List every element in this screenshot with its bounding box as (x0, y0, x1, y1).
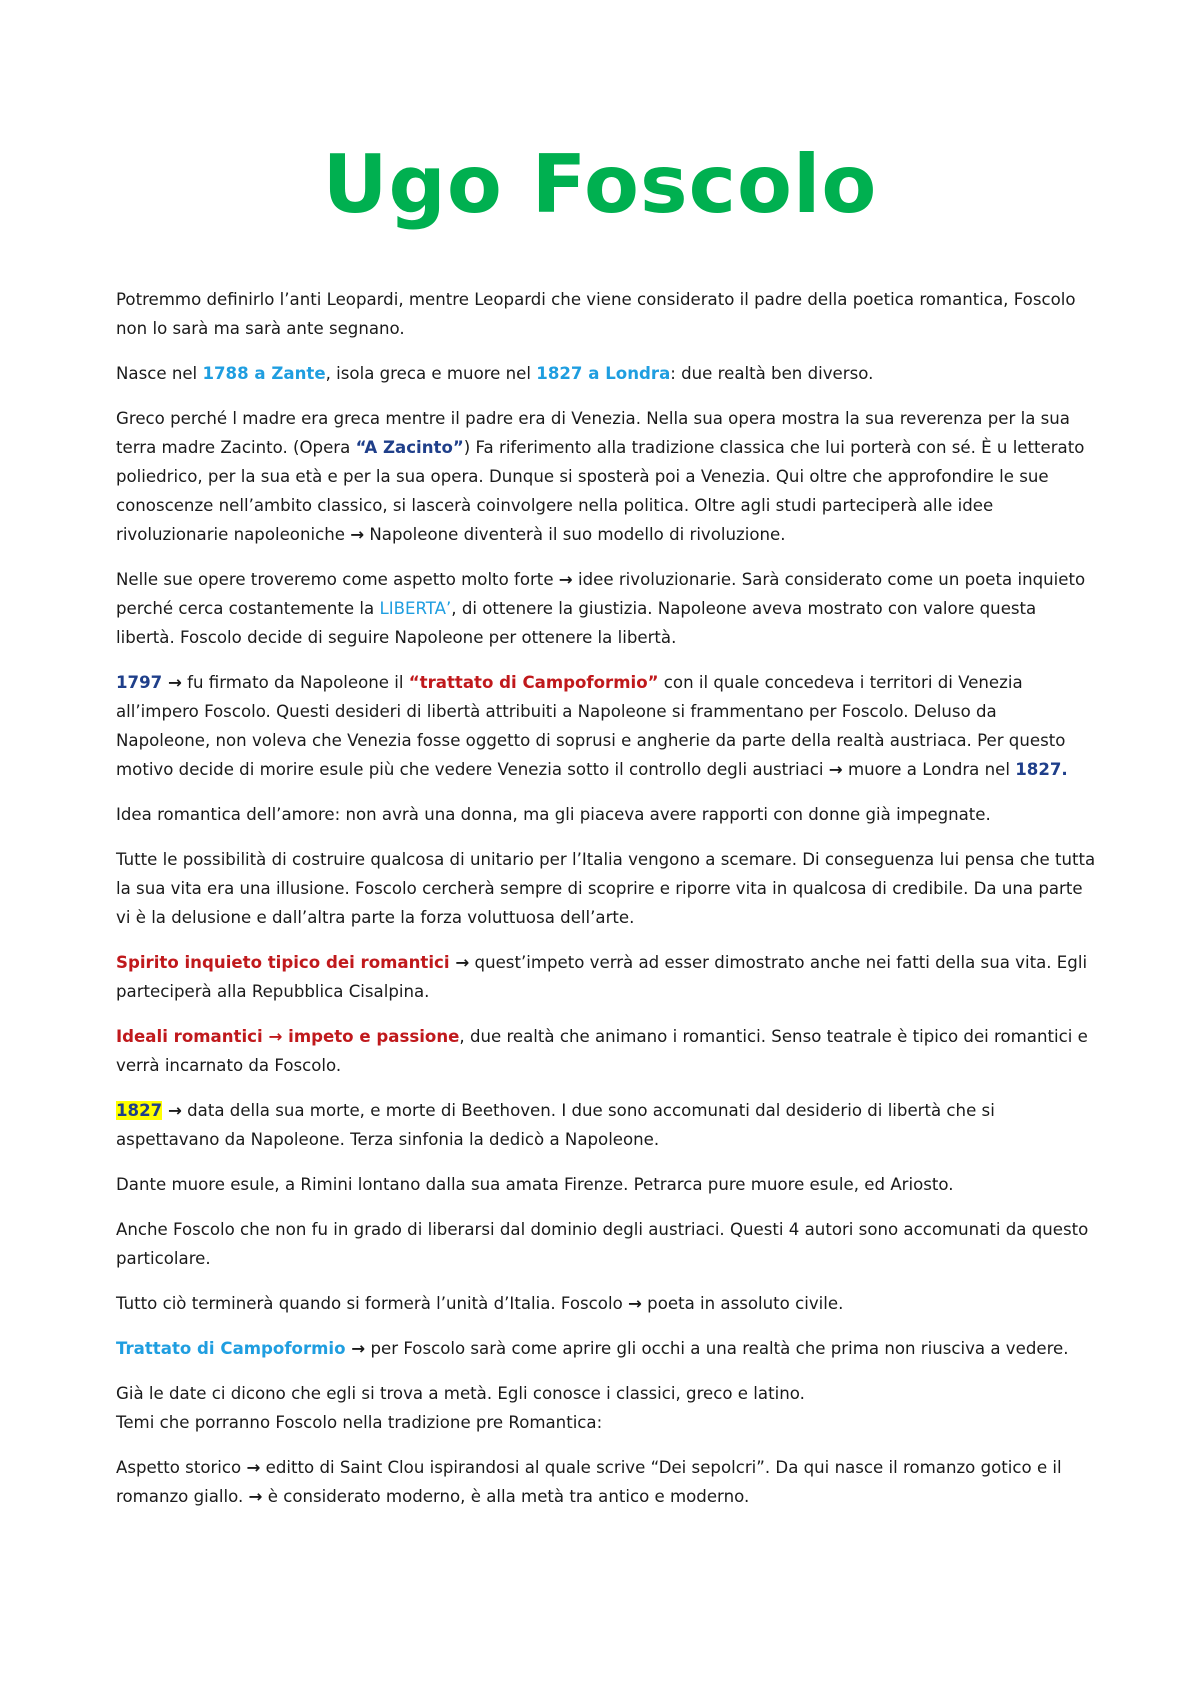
highlight-liberta: LIBERTA’ (379, 599, 452, 618)
text: idee rivoluzionarie. Sarà considerato come un poeta inquieto perché cerca costantemente la (116, 570, 1086, 618)
arrow-right-icon: → (246, 1458, 261, 1477)
highlight-trattato: “trattato di Campoformio” (408, 673, 659, 692)
paragraph-campoformio (116, 1334, 1096, 1363)
paragraph-restless-spirit (116, 948, 1096, 1006)
paragraph-unity (116, 1289, 1096, 1318)
text: Napoleone diventerà il suo modello di rivoluzione. (364, 525, 786, 544)
text: Nasce nel (116, 364, 203, 383)
text: editto di Saint Clou ispirandosi al quale scrive “Dei sepolcri”. Da qui nasce il romanzo gotico e il romanzo giallo. (116, 1458, 1062, 1506)
highlight-ideali-romantici: Ideali romantici → impeto e passione (116, 1027, 460, 1046)
text: : due realtà ben diverso. (670, 364, 874, 383)
arrow-right-icon: → (162, 673, 182, 692)
highlight-a-zacinto: “A Zacinto” (355, 438, 464, 457)
text: ) Fa riferimento alla tradizione classica che lui porterà con sé. È u letterato poliedrico, per la sua età e per la sua opera. Dunque si sposterà poi a Venezia. Qui oltre che approfondire le sue conoscenze nell’ambito classico, si lascerà coinvolgere nella politica. Oltre agli studi parteciperà alle idee rivoluzionarie napoleoniche (116, 438, 1085, 544)
paragraph-historic-aspect (116, 1453, 1096, 1511)
text: , due realtà che animano i romantici. Senso teatrale è tipico dei romantici e verrà incarnato da Foscolo. (116, 1027, 1088, 1075)
arrow-right-icon: → (449, 953, 470, 972)
paragraph-dates (116, 1379, 1096, 1437)
paragraph-liberty (116, 565, 1096, 652)
highlight-1797: 1797 (116, 673, 163, 692)
paragraph-romantic-love (116, 800, 1096, 829)
text: Potremmo definirlo l’anti Leopardi, mentre Leopardi che viene considerato il padre della poetica romantica, Foscolo non lo sarà ma sarà ante segnano. (116, 290, 1076, 338)
paragraph-1827 (116, 1096, 1096, 1154)
text: Già le date ci dicono che egli si trova a metà. Egli conosce i classici, greco e latino. (116, 1384, 805, 1403)
arrow-right-icon: → (350, 525, 365, 544)
paragraph-greek-origin (116, 404, 1096, 549)
highlight-spirito-inquieto: Spirito inquieto tipico dei romantici (116, 953, 450, 972)
paragraph-intro (116, 285, 1096, 343)
text: , isola greca e muore nel (325, 364, 537, 383)
highlight-1827-yellow: 1827 (116, 1101, 163, 1120)
text: muore a Londra nel (842, 760, 1016, 779)
arrow-right-icon: → (162, 1101, 182, 1120)
highlight-1827: 1827 (1015, 760, 1062, 779)
text: Greco perché l madre era greca mentre il padre era di Venezia. Nella sua opera mostra la sua reverenza per la sua terra madre Zacinto. (Opera (116, 409, 1070, 457)
document-body (116, 285, 1096, 1527)
text: Dante muore esule, a Rimini lontano dalla sua amata Firenze. Petrarca pure muore esule, ed Ariosto. (116, 1175, 954, 1194)
text: , di ottenere la giustizia. Napoleone aveva mostrato con valore questa libertà. Foscolo decide di seguire Napoleone per ottenere la libertà. (116, 599, 1037, 647)
text: Temi che porranno Foscolo nella tradizione pre Romantica: (116, 1413, 603, 1432)
text: è considerato moderno, è alla metà tra antico e moderno. (262, 1487, 750, 1506)
paragraph-romantic-ideals (116, 1022, 1096, 1080)
page-title: Ugo Foscolo (322, 138, 878, 231)
text: Nelle sue opere troveremo come aspetto molto forte (116, 570, 559, 589)
text: Idea romantica dell’amore: non avrà una donna, ma gli piaceva avere rapporti con donne già impegnate. (116, 805, 991, 824)
text: . (1061, 760, 1068, 779)
highlight-birth: 1788 a Zante (202, 364, 326, 383)
paragraph-1797 (116, 668, 1096, 784)
paragraph-birth (116, 359, 1096, 388)
highlight-trattato-campoformio: Trattato di Campoformio (116, 1339, 346, 1358)
arrow-right-icon: → (628, 1294, 642, 1313)
text: Aspetto storico (116, 1458, 247, 1477)
highlight-death: 1827 a Londra (536, 364, 671, 383)
arrow-right-icon: → (248, 1487, 263, 1506)
paragraph-illusion (116, 845, 1096, 932)
text: fu firmato da Napoleone il (181, 673, 409, 692)
arrow-right-icon: → (828, 760, 843, 779)
text: data della sua morte, e morte di Beethoven. I due sono accomunati dal desiderio di libertà che si aspettavano da Napoleone. Terza sinfonia la dedicò a Napoleone. (116, 1101, 995, 1149)
text: con il quale concedeva i territori di Venezia all’impero Foscolo. Questi desideri di libertà attribuiti a Napoleone si frammentano per Foscolo. Deluso da Napoleone, non voleva che Venezia fosse oggetto di soprusi e angherie da parte della realtà austriaca. Per questo motivo decide di morire esule più che vedere Venezia sotto il controllo degli austriaci (116, 673, 1066, 779)
text: quest’impeto verrà ad esser dimostrato anche nei fatti della sua vita. Egli parteciperà alla Repubblica Cisalpina. (116, 953, 1088, 1001)
arrow-right-icon: → (345, 1339, 366, 1358)
text: Tutte le possibilità di costruire qualcosa di unitario per l’Italia vengono a scemare. Di conseguenza lui pensa che tutta la sua vita era una illusione. Foscolo cercherà sempre di scoprire e riporre vita in qualcosa di credibile. Da una parte vi è la delusione e dall’altra parte la forza voluttuosa dell’arte. (116, 850, 1096, 927)
arrow-right-icon: → (558, 570, 573, 589)
paragraph-four-authors (116, 1215, 1096, 1273)
paragraph-dante (116, 1170, 1096, 1199)
text: Anche Foscolo che non fu in grado di liberarsi dal dominio degli austriaci. Questi 4 autori sono accomunati da questo particolare. (116, 1220, 1089, 1268)
text: per Foscolo sarà come aprire gli occhi a una realtà che prima non riusciva a vedere. (365, 1339, 1069, 1358)
text: poeta in assoluto civile. (641, 1294, 844, 1313)
text: Tutto ciò terminerà quando si formerà l’unità d’Italia. Foscolo (116, 1294, 628, 1313)
